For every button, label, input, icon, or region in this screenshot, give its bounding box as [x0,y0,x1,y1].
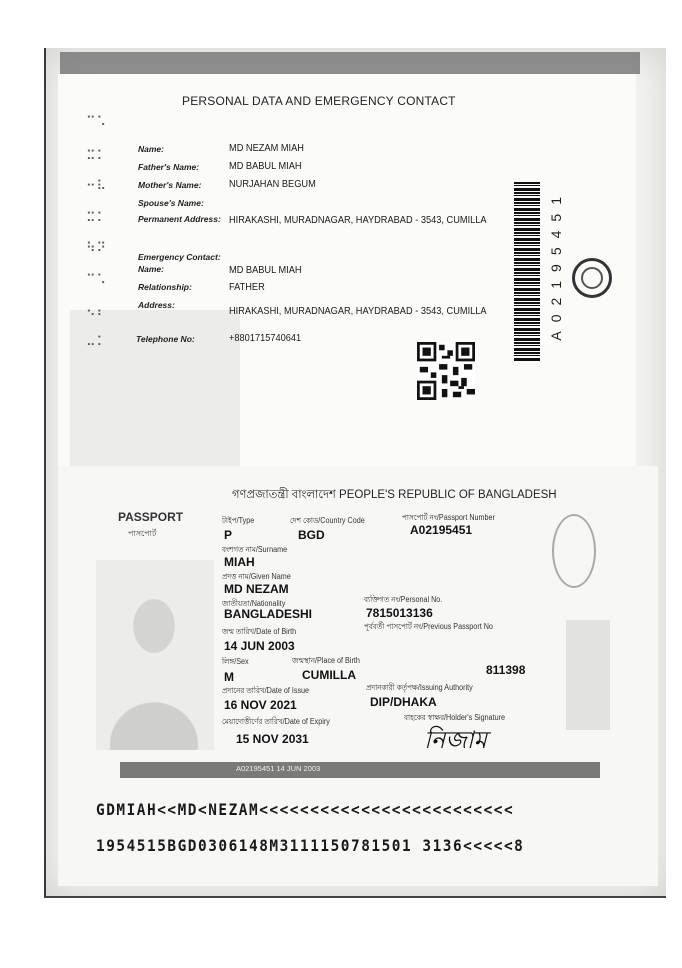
emergency-name-label: Name: [138,264,164,274]
emergency-address-value: HIRAKASHI, MURADNAGAR, HAYDRABAD - 3543, CUMILLA [229,305,487,317]
place-of-birth-label: জন্মস্থান/Place of Birth [292,656,360,665]
band-text: A02195451 14 JUN 2003 [236,764,321,773]
barcode-icon [514,182,540,362]
telephone-value: +8801715740641 [229,332,302,344]
mrz-line-2: 1954515BGD0306148M3111150781501 3136<<<<<8 [96,836,525,855]
nationality-value: BANGLADESHI [224,607,313,621]
personal-no-value: 7815013136 [366,606,433,620]
permanent-address-value: HIRAKASHI, MURADNAGAR, HAYDRABAD - 3543, CUMILLA [229,214,487,226]
given-name-label: প্রদত্ত নাম/Given Name [222,572,291,581]
authority-value: DIP/DHAKA [370,695,437,709]
authority-label: প্রদানকারী কর্তৃপক্ষ/Issuing Authority [366,683,473,692]
dob-label: জন্ম তারিখ/Date of Birth [222,627,297,636]
expiry-label: মেয়াদোত্তীর্ণের তারিখ/Date of Expiry [222,717,330,726]
ghost-image [552,514,596,588]
braille-mark-icon: ⠉⠡ [86,273,108,288]
issue-label: প্রদানের তারিখ/Date of Issue [222,686,310,695]
holder-photo [96,560,214,750]
mother-label: Mother's Name: [138,180,202,190]
type-value: P [224,528,233,542]
nationality-label: জাতীয়তা/Nationality [222,599,286,608]
issue-value: 16 NOV 2021 [224,698,297,712]
country-code-value: BGD [298,528,325,542]
spouse-label: Spouse's Name: [138,198,204,208]
given-name-value: MD NEZAM [224,582,289,596]
braille-mark-icon: ⠒⠧ [86,179,108,194]
country-code-label: দেশ কোড/Country Code [290,516,365,525]
passport-word-bn: পাসপোর্ট [128,529,157,538]
emergency-contact-label: Emergency Contact: [138,252,221,262]
emergency-address-label: Address: [138,300,175,310]
passport-number-label: পাসপোর্ট নং/Passport Number [402,513,495,522]
surname-label: বংশগত নাম/Surname [222,545,288,554]
security-hologram [566,620,610,730]
emblem-seal-icon [572,258,612,298]
holder-signature: নিজাম [424,726,487,754]
emergency-name-value: MD BABUL MIAH [229,264,302,276]
braille-mark-icon: ⠭⠅ [86,149,108,164]
passport-number-value: A02195451 [410,523,473,537]
personal-no-label: ব্যক্তিগত নং/Personal No. [364,595,443,604]
name-value: MD NEZAM MIAH [229,142,304,154]
sex-value: M [224,670,234,684]
type-label: টাইপ/Type [222,516,255,525]
braille-mark-icon: ⠤⠅ [86,335,108,350]
code-value: 811398 [486,663,526,677]
previous-passport-label: পূর্ববর্তী পাসপোর্ট নং/Previous Passport No [364,622,493,631]
mrz-line-1: GDMIAH<<MD<NEZAM<<<<<<<<<<<<<<<<<<<<<<<<< [96,800,515,819]
surname-value: MIAH [224,555,255,569]
qr-code-icon [416,342,476,400]
braille-mark-icon: ⠉⠡ [86,115,108,130]
braille-mark-icon: ⠭⠅ [86,211,108,226]
permanent-address-label: Permanent Address: [138,214,221,224]
scan-top-edge [60,52,640,74]
sex-label: লিঙ্গ/Sex [222,657,249,666]
father-value: MD BABUL MIAH [229,160,302,172]
name-label: Name: [138,144,164,154]
expiry-value: 15 NOV 2031 [236,732,309,746]
signature-label: বাহকের স্বাক্ষর/Holder's Signature [404,713,506,722]
telephone-label: Telephone No: [136,334,195,344]
dob-value: 14 JUN 2003 [224,639,295,653]
place-of-birth-value: CUMILLA [302,668,356,682]
passport-heading: গণপ্রজাতন্ত্রী বাংলাদেশ PEOPLE'S REPUBLIC OF BANGLADESH [232,489,557,501]
relationship-label: Relationship: [138,282,192,292]
mother-value: NURJAHAN BEGUM [229,178,316,190]
relationship-value: FATHER [229,281,265,293]
father-label: Father's Name: [138,162,200,172]
security-band [120,762,600,778]
braille-mark-icon: ⠳⠝ [86,241,108,256]
braille-mark-icon: ⠢⠆ [86,305,108,320]
barcode-number: A02195451 [548,188,564,341]
page-title: PERSONAL DATA AND EMERGENCY CONTACT [182,94,456,108]
passport-word: PASSPORT [118,510,184,524]
